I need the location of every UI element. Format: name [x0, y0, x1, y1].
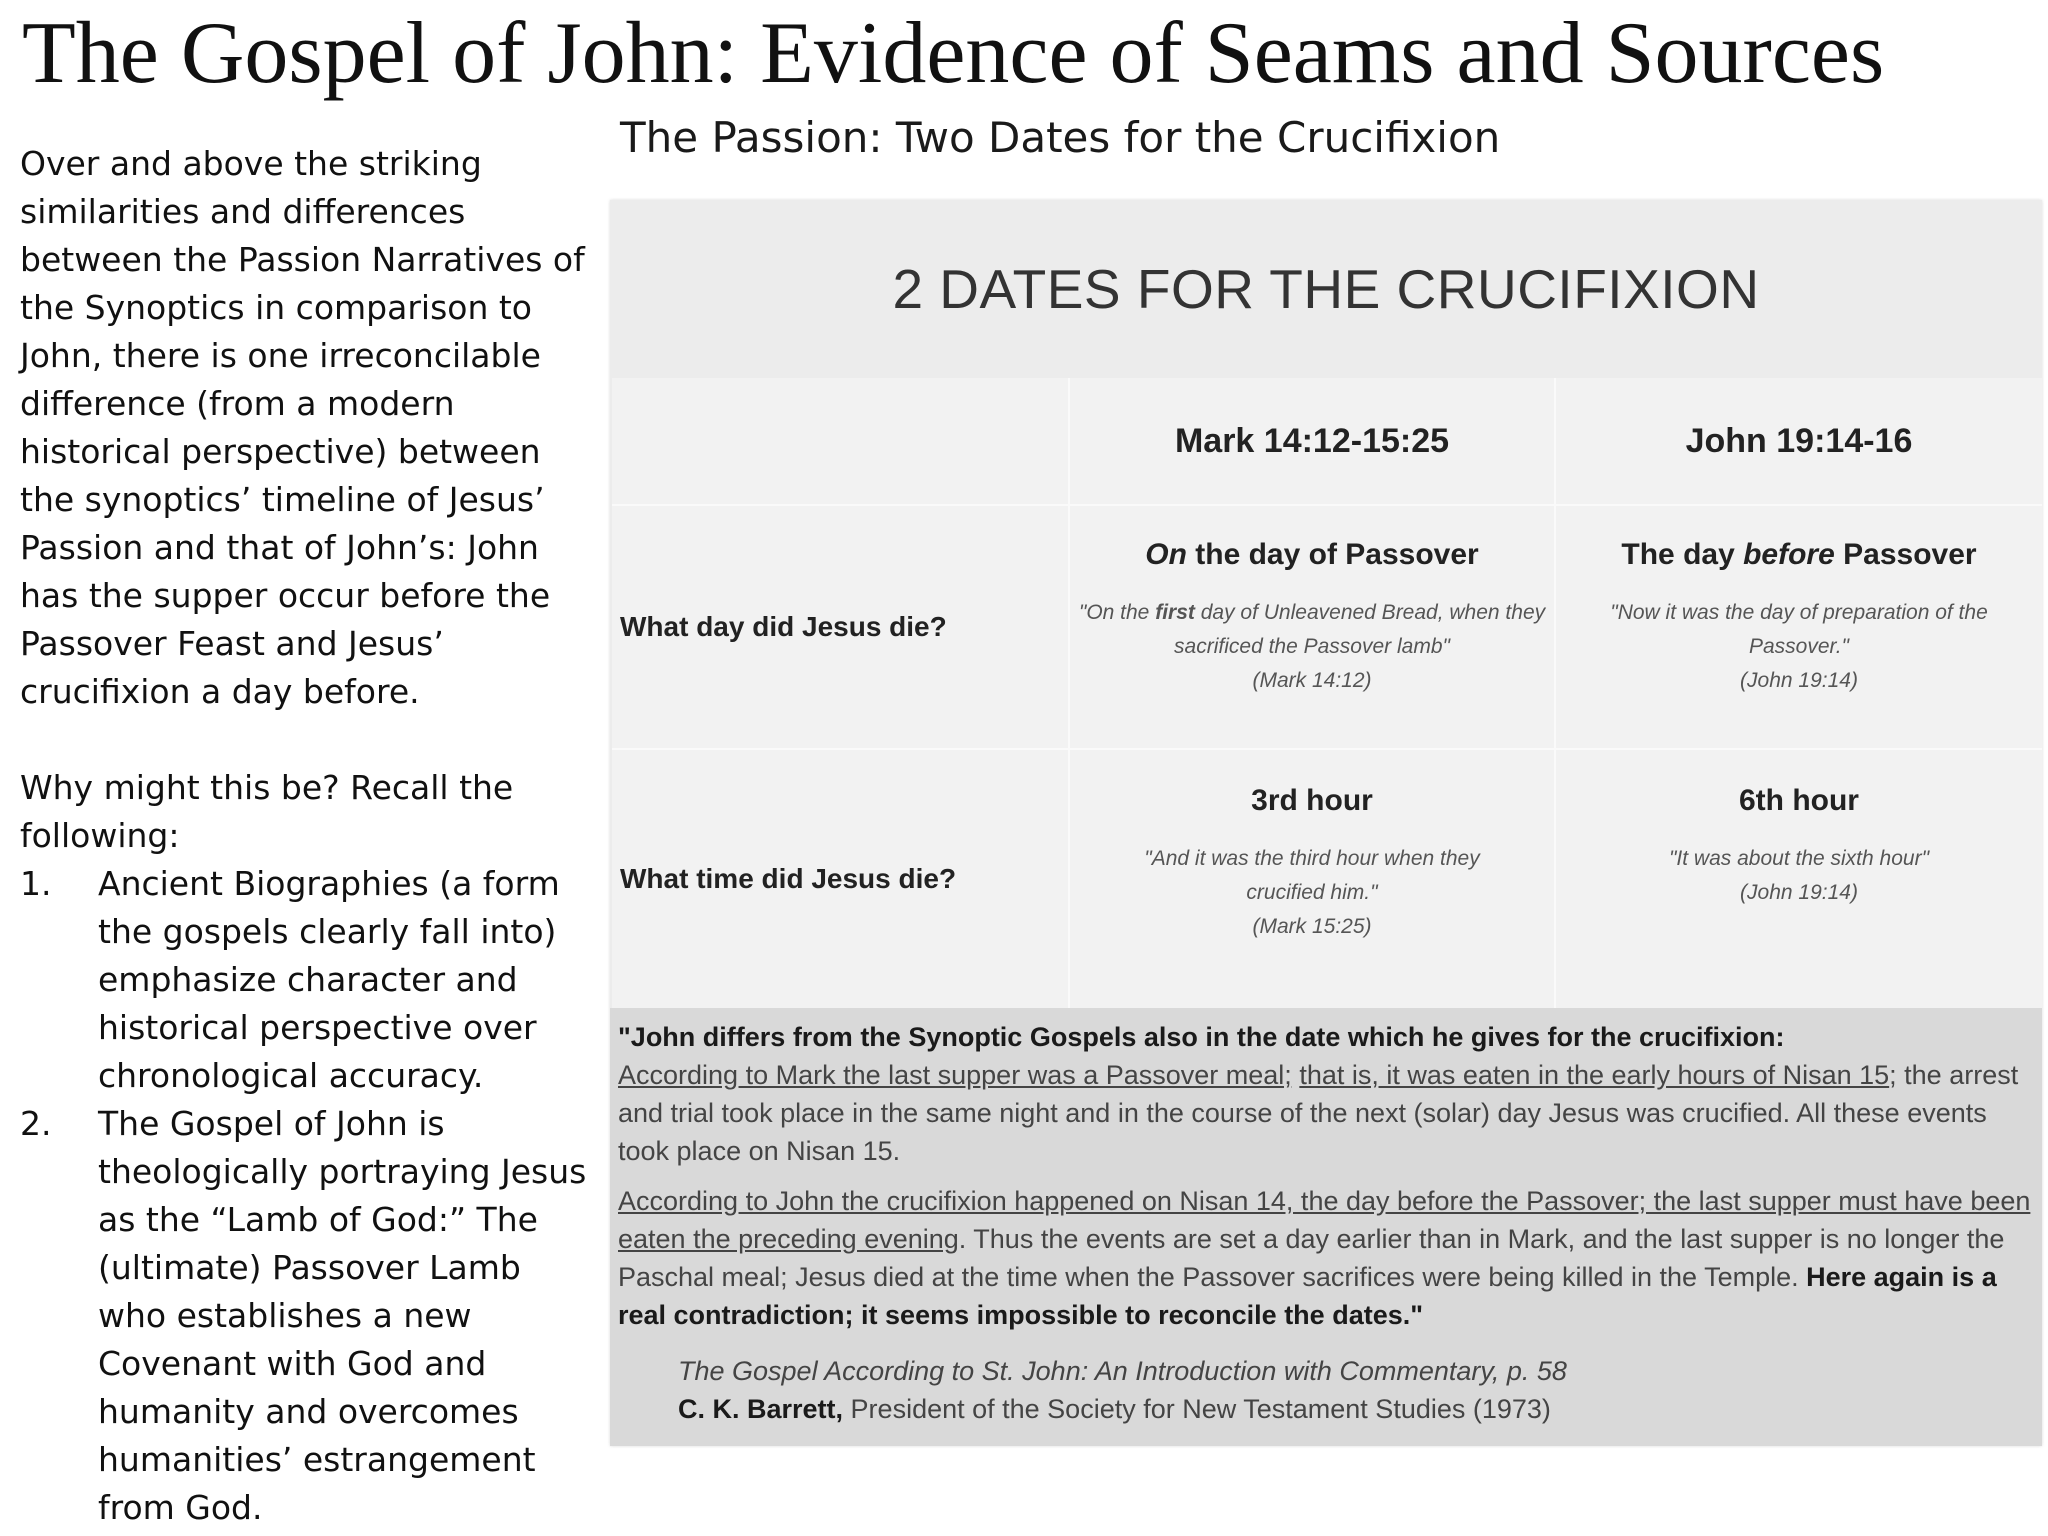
mark-day-answer: On the day of Passover: [1145, 538, 1479, 571]
row-label-time: What time did Jesus die?: [612, 750, 1070, 1008]
john-time-answer: 6th hour: [1739, 784, 1859, 817]
page-subtitle: The Passion: Two Dates for the Crucifixion: [620, 113, 1501, 162]
barrett-quote-box: [610, 1008, 2042, 1446]
table-corner-cell: [612, 378, 1070, 506]
mark-time-quote: "And it was the third hour when they crucified him.": [1144, 847, 1480, 904]
john-time-cell: [1556, 750, 2042, 1008]
list-number: 2.: [20, 1104, 52, 1143]
quote-citation: [618, 1352, 2032, 1428]
intro-paragraph: Over and above the striking similarities and differences between the Passion Narratives of the Synoptics in comparison to John, there is one irreconcilable difference (from a modern historical perspective) between the synoptics’ timeline of Jesus’ Passion and that of John’s: John has the supper occur before the Passover Feast and Jesus’ crucifixion a day before.: [20, 144, 585, 711]
list-item: [20, 1100, 590, 1532]
numbered-list: [20, 860, 590, 1532]
mark-day-quote: "On the first day of Unleavened Bread, when they sacrificed the Passover lamb": [1078, 601, 1546, 658]
row-label-day: What day did Jesus die?: [612, 506, 1070, 750]
column-header-john: John 19:14-16: [1556, 378, 2042, 506]
mark-day-reference: (Mark 14:12): [1252, 669, 1372, 692]
mark-time-answer: 3rd hour: [1251, 784, 1373, 817]
john-time-reference: (John 19:14): [1740, 881, 1858, 904]
quote-paragraph-2: According to John the crucifixion happened on Nisan 14, the day before the Passover; the last supper must have been eaten the preceding evening. Thus the events are set a day earlier than in Mark, and the last supper is no longer the Paschal meal; Jesus died at the time when the Passover sacrifices were being killed in the Temple. Here again is a real contradiction; it seems impossible to reconcile the dates.": [618, 1186, 2031, 1330]
question-paragraph: Why might this be? Recall the following:: [20, 768, 514, 855]
list-number: 1.: [20, 864, 52, 903]
quote-paragraph-1: "John differs from the Synoptic Gospels also in the date which he gives for the crucifixion: According to Mark the last supper was a Passover meal; that is, it was eaten in the early hours of Nisan 15; the arrest and trial took place in the same night and in the course of the next (solar) day Jesus was crucified. All these events took place on Nisan 15.: [618, 1022, 2019, 1166]
figure-heading: 2 DATES FOR THE CRUCIFIXION: [610, 200, 2042, 378]
list-item-text: Ancient Biographies (a form the gospels clearly fall into) emphasize character and historical perspective over chronological accuracy.: [98, 864, 560, 1095]
john-day-answer: The day before Passover: [1621, 538, 1977, 571]
mark-time-reference: (Mark 15:25): [1252, 915, 1372, 938]
john-day-cell: [1556, 506, 2042, 750]
list-item: [20, 860, 590, 1100]
mark-time-cell: [1070, 750, 1556, 1008]
page-title: The Gospel of John: Evidence of Seams and Sources: [22, 5, 1885, 102]
column-header-mark: Mark 14:12-15:25: [1070, 378, 1556, 506]
list-item-text: The Gospel of John is theologically portraying Jesus as the “Lamb of God:” The (ultimate) Passover Lamb who establishes a new Covenant with God and humanity and overcomes humanities’ estrangement from God.: [98, 1104, 587, 1527]
citation-book: The Gospel According to St. John: An Introduction with Commentary, p. 58: [678, 1356, 1567, 1386]
john-day-quote: "Now it was the day of preparation of the Passover.": [1610, 601, 1988, 658]
john-day-reference: (John 19:14): [1740, 669, 1858, 692]
mark-day-cell: [1070, 506, 1556, 750]
comparison-table: [612, 378, 2042, 1008]
left-text-column: [20, 140, 590, 1532]
crucifixion-dates-figure: [610, 200, 2042, 1446]
john-time-quote: "It was about the sixth hour": [1668, 847, 1930, 870]
citation-author: C. K. Barrett, President of the Society for New Testament Studies (1973): [678, 1394, 1551, 1424]
